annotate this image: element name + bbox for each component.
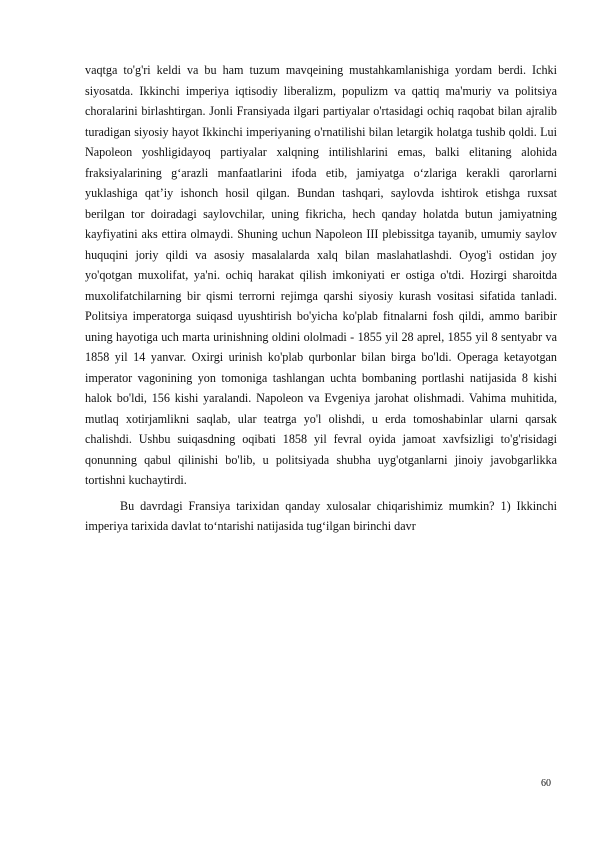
- paragraph-1: vaqtga to'g'ri keldi va bu ham tuzum mavqeining mustahkamlanishiga yordam berdi. Ichki siyosatda. Ikkinchi imperiya iqtisodiy liberalizm, populizm va qattiq ma'muriy va politsiya choralarini birlashtirgan. Jonli Fransiyada ilgari partiyalar o'rtasidagi ochiq raqobat bilan ajralib turadigan siyosiy hayot Ikkinchi imperiyaning o'rnatilishi bilan letargik holatga tushib qoldi. Lui Napoleon yoshligidayoq partiyalar xalqning intilishlarini emas, balki elitaning alohida fraksiyalarining g‘arazli manfaatlarini ifoda etib, jamiyatga o‘zlariga kerakli qarorlarni yuklashiga qat’iy ishonch hosil qilgan. Bundan tashqari, saylovda ishtirok etishga ruxsat berilgan tor doiradagi saylovchilar, uning fikricha, hech qanday holatda butun jamiyatning kayfiyatini aks ettira olmaydi. Shuning uchun Napoleon III plebissitga tayanib, umumiy saylov huquqini joriy qildi va asosiy masalalarda xalq bilan maslahatlashdi. Oyog'i ostidan joy yo'qotgan muxolifat, ya'ni. ochiq harakat qilish imkoniyati er ostiga o'tdi. Hozirgi sharoitda muxolifatchilarning bir qismi terrorni rejimga qarshi siyosiy kurash vositasi sifatida tanladi. Politsiya imperatorga suiqasd uyushtirish bo'yicha ko'plab fitnalarni fosh qildi, ammo baribir uning hayotiga uch marta urinishning oldini ololmadi - 1855 yil 28 aprel, 1855 yil 8 sentyabr va 1858 yil 14 yanvar. Oxirgi urinish ko'plab qurbonlar bilan birga bo'ldi. Operaga ketayotgan imperator vagonining yon tomoniga tashlangan uchta bombaning portlashi natijasida 8 kishi halok bo'ldi, 156 kishi yaralandi. Napoleon va Evgeniya jarohat olishmadi. Vahima muhitida, mutlaq xotirjamlikni saqlab, ular teatrga yo'l olishdi, u erda tomoshabinlar ularni qarsak chalishdi. Ushbu suiqasdning oqibati 1858 yil fevral oyida jamoat xavfsizligi to'g'risidagi qonunning qabul qilinishi bo'lib, u politsiyada shubha uyg'otganlarni jinoiy javobgarlikka tortishni kuchaytirdi.: [85, 63, 557, 487]
- paragraph-2: Bu davrdagi Fransiya tarixidan qanday xulosalar chiqarishimiz mumkin? 1) Ikkinchi imperiya tarixida davlat to‘ntarishi natijasida tug‘ilgan birinchi davr: [85, 498, 557, 533]
- page-number: 60: [541, 778, 551, 789]
- page-body: [85, 60, 557, 537]
